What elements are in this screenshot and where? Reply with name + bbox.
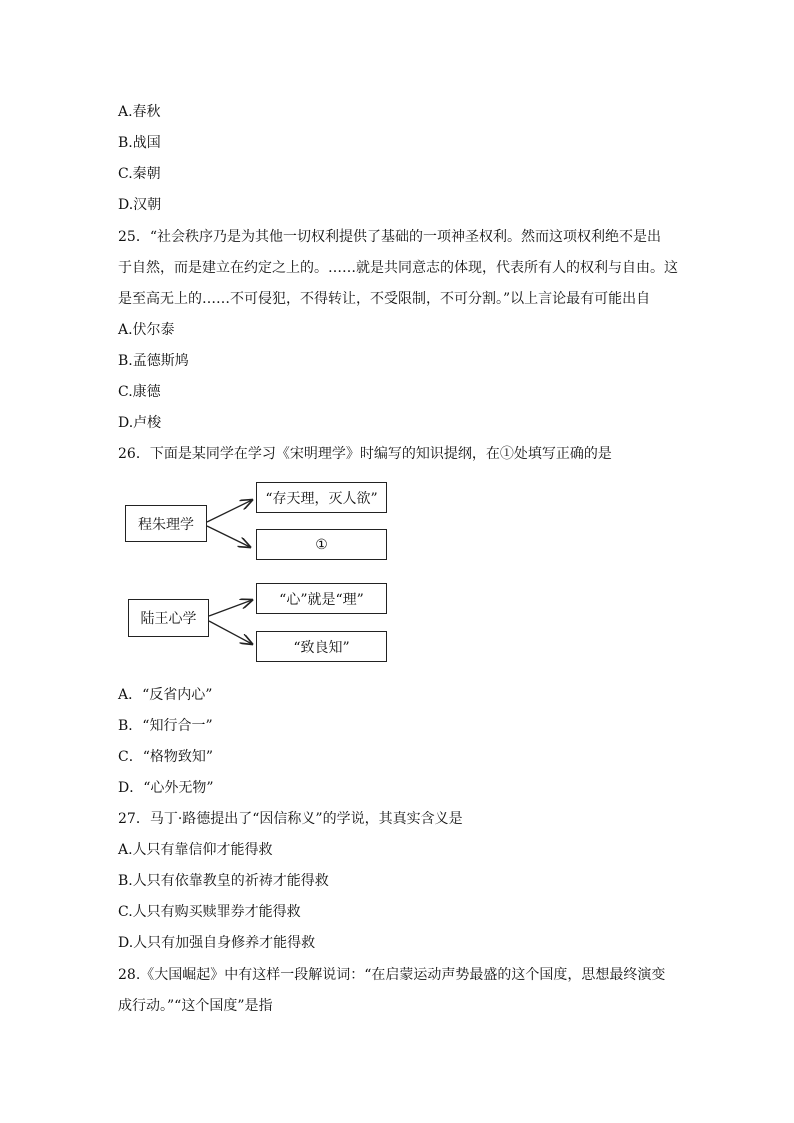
q27-option-d: D.人只有加强自身修养才能得救: [118, 935, 316, 951]
arrow-to-cun-tian-li: [207, 500, 252, 522]
item-box-zhi-liang-zhi: “致良知”: [256, 631, 387, 662]
q27-option-c: C.人只有购买赎罪券才能得救: [118, 904, 301, 920]
q25-option-b: B.孟德斯鸠: [118, 353, 189, 369]
arrow-to-blank-1: [207, 526, 250, 547]
arrow-to-zhi-liang-zhi: [209, 621, 252, 644]
item-box-cun-tian-li: “存天理，灭人欲”: [256, 482, 387, 513]
q26-option-c: C．“格物致知”: [118, 749, 214, 765]
school-box-cheng-zhu: 程朱理学: [125, 505, 207, 542]
q26-stem: 26．下面是某同学在学习《宋明理学》时编写的知识提纲，在①处填写正确的是: [118, 446, 612, 462]
item-box-xin-jiu-shi-li: “心”就是“理”: [256, 583, 387, 614]
q25-stem-line-3: 是至高无上的……不可侵犯，不得转让，不受限制，不可分割。”以上言论最有可能出自: [118, 291, 651, 307]
arrow-to-xin-jiu-shi-li: [209, 600, 252, 616]
q24-option-d: D.汉朝: [118, 197, 162, 213]
q26-option-d: D．“心外无物”: [118, 780, 214, 796]
q27-option-a: A.人只有靠信仰才能得救: [118, 842, 273, 858]
q27-stem: 27．马丁·路德提出了“因信称义”的学说，其真实含义是: [118, 811, 463, 827]
q24-option-c: C.秦朝: [118, 166, 161, 182]
q28-stem-line-1: 28.《大国崛起》中有这样一段解说词：“在启蒙运动声势最盛的这个国度，思想最终演变: [118, 967, 666, 983]
school-box-lu-wang: 陆王心学: [128, 599, 209, 637]
q25-stem-line-2: 于自然，而是建立在约定之上的。……就是共同意志的体现，代表所有人的权利与自由。这: [118, 260, 678, 276]
q25-stem-line-1: 25．“社会秩序乃是为其他一切权利提供了基础的一项神圣权利。然而这项权利绝不是出: [118, 229, 661, 245]
q25-option-c: C.康德: [118, 384, 161, 400]
q24-option-b: B.战国: [118, 135, 161, 151]
q25-option-d: D.卢梭: [118, 415, 162, 431]
item-box-blank-1: ①: [256, 529, 387, 560]
q24-option-a: A.春秋: [118, 104, 161, 120]
q28-stem-line-2: 成行动。”“这个国度”是指: [118, 998, 273, 1014]
q25-option-a: A.伏尔泰: [118, 322, 175, 338]
q27-option-b: B.人只有依靠教皇的祈祷才能得救: [118, 873, 329, 889]
q26-option-b: B．“知行合一”: [118, 718, 213, 734]
q26-option-a: A．“反省内心”: [118, 687, 213, 703]
